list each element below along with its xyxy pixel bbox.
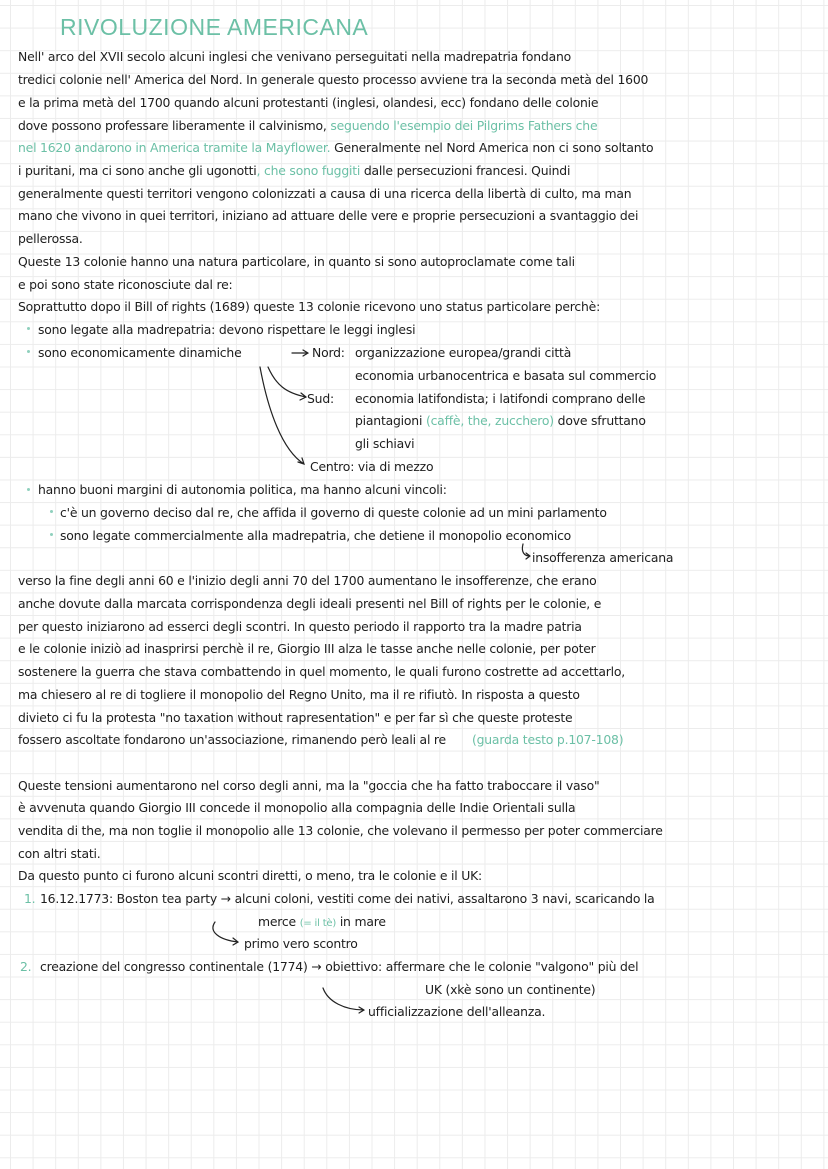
arrow-icon bbox=[292, 350, 308, 356]
page-title: RIVOLUZIONE AMERICANA bbox=[60, 14, 369, 40]
text-line: vendita di the, ma non toglie il monopolio alle 13 colonie, che volevano il permesso per poter commerciare bbox=[18, 823, 663, 838]
bullet-icon bbox=[50, 510, 53, 513]
list-number: 2. bbox=[20, 959, 32, 974]
text-line: insofferenza americana bbox=[532, 550, 674, 565]
text-line: primo vero scontro bbox=[244, 936, 358, 951]
text-span: dove sfruttano bbox=[553, 413, 646, 428]
arrow-icon bbox=[323, 988, 364, 1013]
arrow-icon bbox=[268, 367, 306, 400]
list-number: 1. bbox=[24, 891, 36, 906]
highlight-span: (caffè, the, zucchero) bbox=[425, 413, 554, 428]
text-line: Queste 13 colonie hanno una natura particolare, in quanto si sono autoproclamate come tali bbox=[18, 254, 575, 269]
text-span: Generalmente nel Nord America non ci sono soltanto bbox=[330, 140, 654, 155]
text-line: 16.12.1773: Boston tea party → alcuni coloni, vestiti come dei nativi, assaltarono 3 navi, scaricando la bbox=[40, 891, 655, 906]
text-line: sono legate alla madrepatria: devono rispettare le leggi inglesi bbox=[38, 322, 416, 337]
text-line bbox=[18, 163, 570, 179]
bullet-icon bbox=[50, 533, 53, 536]
text-span: dove possono professare liberamente il calvinismo, bbox=[18, 118, 331, 133]
highlight-span: (guarda testo p.107-108) bbox=[471, 732, 624, 747]
text-line: Da questo punto ci furono alcuni scontri diretti, o meno, tra le colonie e il UK: bbox=[18, 868, 482, 883]
text-line: gli schiavi bbox=[355, 436, 415, 451]
bullet-icon bbox=[27, 488, 30, 491]
text-line: sono legate commercialmente alla madrepatria, che detiene il monopolio economico bbox=[60, 528, 572, 543]
text-line: Soprattutto dopo il Bill of rights (1689) queste 13 colonie ricevono uno status particolare perchè: bbox=[18, 299, 601, 314]
text-span: merce bbox=[258, 914, 300, 929]
text-line: Queste tensioni aumentarono nel corso degli anni, ma la "goccia che ha fatto traboccare il vaso" bbox=[18, 778, 600, 793]
arrow-icon bbox=[213, 922, 238, 945]
text-line: sono economicamente dinamiche bbox=[38, 345, 242, 360]
text-line: è avvenuta quando Giorgio III concede il monopolio alla compagnia delle Indie Orientali sulla bbox=[18, 800, 576, 815]
arrow-icon bbox=[522, 544, 530, 559]
bullet-icon bbox=[27, 350, 30, 353]
region-label-centro: Centro: via di mezzo bbox=[310, 459, 434, 474]
text-line: pellerossa. bbox=[18, 231, 83, 246]
region-label-sud: Sud: bbox=[307, 391, 334, 406]
text-line: divieto ci fu la protesta "no taxation without rapresentation" e per far sì che queste proteste bbox=[18, 710, 573, 725]
text-line: e le colonie iniziò ad inasprirsi perchè il re, Giorgio III alza le tasse anche nelle colonie, per poter bbox=[18, 641, 596, 656]
arrow-icon bbox=[260, 367, 304, 464]
text-line: verso la fine degli anni 60 e l'inizio degli anni 70 del 1700 aumentano le insofferenze, che erano bbox=[18, 573, 597, 588]
text-line: economia latifondista; i latifondi comprano delle bbox=[355, 391, 646, 406]
text-line: e la prima metà del 1700 quando alcuni protestanti (inglesi, olandesi, ecc) fondano delle colonie bbox=[18, 95, 599, 110]
text-span: piantagioni bbox=[355, 413, 426, 428]
text-span: i puritani, ma ci sono anche gli ugonotti bbox=[18, 163, 257, 178]
text-line: tredici colonie nell' America del Nord. In generale questo processo avviene tra la seconda metà del 1600 bbox=[18, 72, 649, 87]
text-line bbox=[258, 914, 386, 932]
text-span: dalle persecuzioni francesi. Quindi bbox=[360, 163, 571, 178]
highlight-span: seguendo l'esempio dei Pilgrims Fathers che bbox=[330, 118, 598, 133]
text-line: per questo iniziarono ad esserci degli scontri. In questo periodo il rapporto tra la madre patria bbox=[18, 619, 582, 634]
text-line: e poi sono state riconosciute dal re: bbox=[18, 277, 233, 292]
text-span: in mare bbox=[336, 914, 386, 929]
text-line: sostenere la guerra che stava combattendo in quel momento, le quali furono costrette ad accettarlo, bbox=[18, 664, 625, 679]
text-line: generalmente questi territori vengono colonizzati a causa di una ricerca della libertà di culto, ma man bbox=[18, 186, 632, 201]
text-line bbox=[18, 140, 653, 156]
text-line: UK (xkè sono un continente) bbox=[425, 982, 596, 997]
text-line: creazione del congresso continentale (1774) → obiettivo: affermare che le colonie "valgono" più del bbox=[40, 959, 639, 974]
text-line: c'è un governo deciso dal re, che affida il governo di queste colonie ad un mini parlamento bbox=[60, 505, 607, 520]
text-span: fossero ascoltate fondarono un'associazione, rimanendo però leali al re bbox=[18, 732, 446, 747]
text-line: con altri stati. bbox=[18, 846, 101, 861]
text-line: mano che vivono in quei territori, iniziano ad attuare delle vere e proprie persecuzioni a svantaggio dei bbox=[18, 208, 639, 223]
text-line: hanno buoni margini di autonomia politica, ma hanno alcuni vincoli: bbox=[38, 482, 447, 497]
region-label-nord: Nord: bbox=[312, 345, 345, 360]
highlight-span: , che sono fuggiti bbox=[256, 163, 361, 178]
text-line: Nell' arco del XVII secolo alcuni inglesi che venivano perseguitati nella madrepatria fondano bbox=[18, 49, 572, 64]
text-line bbox=[18, 732, 623, 748]
text-line bbox=[18, 118, 597, 134]
highlight-span: nel 1620 andarono in America tramite la Mayflower. bbox=[18, 140, 331, 155]
text-line: ma chiesero al re di togliere il monopolio del Regno Unito, ma il re rifiutò. In risposta a questo bbox=[18, 687, 580, 702]
text-line: ufficializzazione dell'alleanza. bbox=[368, 1004, 546, 1019]
text-line bbox=[355, 413, 646, 429]
text-line: organizzazione europea/grandi città bbox=[355, 345, 572, 360]
highlight-span: (= il tè) bbox=[299, 918, 337, 929]
bullet-icon bbox=[27, 327, 30, 330]
text-line: economia urbanocentrica e basata sul commercio bbox=[355, 368, 657, 383]
text-line: anche dovute dalla marcata corrispondenza degli ideali presenti nel Bill of rights per le colonie, e bbox=[18, 596, 602, 611]
